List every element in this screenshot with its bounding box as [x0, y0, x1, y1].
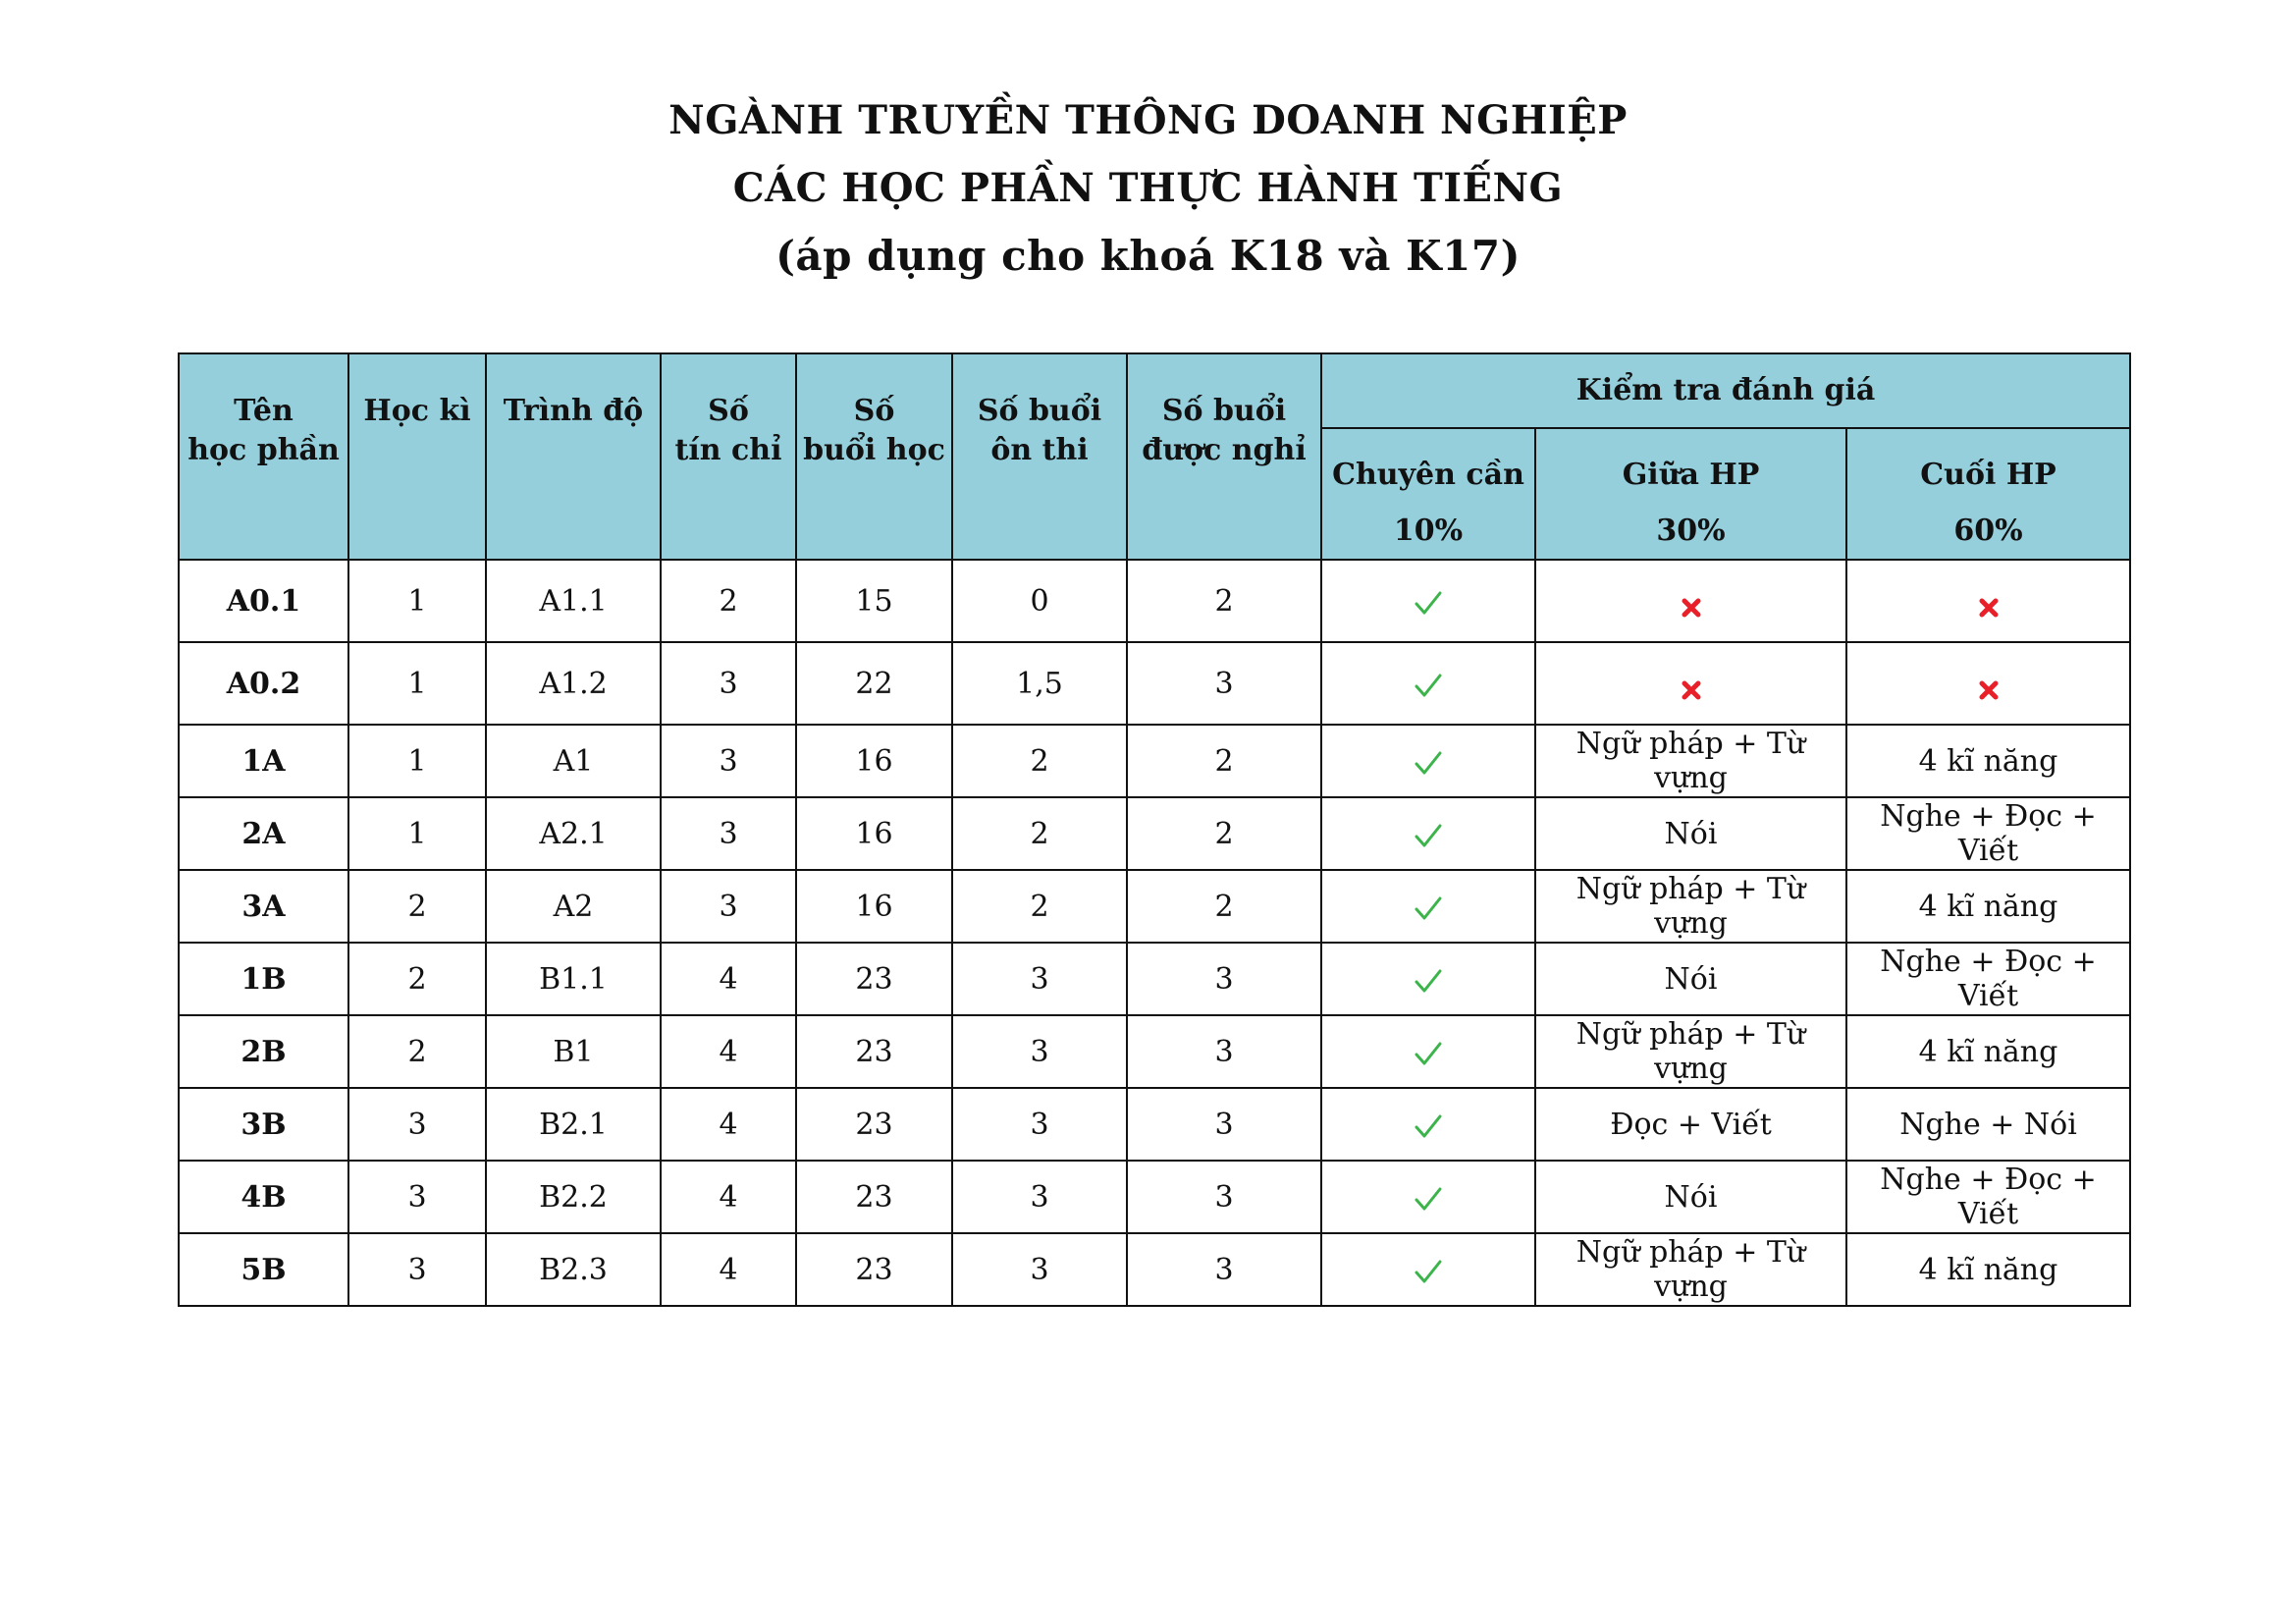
cell-giua-hp: Ngữ pháp + Từ vựng — [1535, 870, 1846, 943]
cell-duoc-nghi: 2 — [1127, 560, 1321, 642]
cell-duoc-nghi: 2 — [1127, 725, 1321, 797]
cell-hoc-ki: 3 — [348, 1233, 486, 1306]
cell-duoc-nghi: 3 — [1127, 1161, 1321, 1233]
cell-on-thi: 3 — [952, 1088, 1127, 1161]
check-icon — [1414, 588, 1443, 618]
cell-chuyen-can — [1321, 1233, 1535, 1306]
cell-cuoi-hp — [1846, 642, 2130, 725]
table-row — [179, 560, 2130, 642]
check-icon — [1414, 966, 1443, 996]
header-so-buoi-on-thi: Số buổi ôn thi — [952, 353, 1127, 560]
header-cuoi-hp: Cuối HP 60% — [1846, 428, 2130, 560]
cell-trinh-do: B2.2 — [486, 1161, 661, 1233]
cell-cuoi-hp: 4 kĩ năng — [1846, 1015, 2130, 1088]
cell-duoc-nghi: 2 — [1127, 797, 1321, 870]
cell-ten: 3A — [179, 870, 348, 943]
cell-on-thi: 2 — [952, 797, 1127, 870]
cell-trinh-do: B2.3 — [486, 1233, 661, 1306]
cell-tin-chi: 3 — [661, 725, 796, 797]
header-giua-hp: Giữa HP 30% — [1535, 428, 1846, 560]
cell-trinh-do: B1 — [486, 1015, 661, 1088]
cell-buoi-hoc: 23 — [796, 1233, 952, 1306]
cell-trinh-do: A1 — [486, 725, 661, 797]
cell-hoc-ki: 1 — [348, 725, 486, 797]
cell-giua-hp: Nói — [1535, 943, 1846, 1015]
cell-tin-chi: 2 — [661, 560, 796, 642]
cell-tin-chi: 4 — [661, 1233, 796, 1306]
cell-trinh-do: A1.2 — [486, 642, 661, 725]
check-icon — [1414, 1184, 1443, 1214]
cell-chuyen-can — [1321, 725, 1535, 797]
table-row — [179, 725, 2130, 797]
cell-buoi-hoc: 23 — [796, 1161, 952, 1233]
cell-chuyen-can — [1321, 1015, 1535, 1088]
cell-trinh-do: A2 — [486, 870, 661, 943]
cell-ten: A0.1 — [179, 560, 348, 642]
cell-ten: 1B — [179, 943, 348, 1015]
check-icon — [1414, 1111, 1443, 1141]
cell-giua-hp — [1535, 642, 1846, 725]
table-row — [179, 1161, 2130, 1233]
cell-cuoi-hp: 4 kĩ năng — [1846, 725, 2130, 797]
cell-tin-chi: 3 — [661, 797, 796, 870]
cell-on-thi: 2 — [952, 870, 1127, 943]
cell-buoi-hoc: 22 — [796, 642, 952, 725]
cell-hoc-ki: 1 — [348, 797, 486, 870]
page-title — [0, 86, 2296, 290]
cell-buoi-hoc: 16 — [796, 797, 952, 870]
cell-tin-chi: 3 — [661, 642, 796, 725]
cell-buoi-hoc: 23 — [796, 1015, 952, 1088]
cell-tin-chi: 4 — [661, 1015, 796, 1088]
title-line-3: (áp dụng cho khoá K18 và K17) — [775, 232, 1521, 280]
table-row — [179, 797, 2130, 870]
cell-ten: 2B — [179, 1015, 348, 1088]
cell-on-thi: 3 — [952, 1161, 1127, 1233]
cell-hoc-ki: 3 — [348, 1088, 486, 1161]
cell-trinh-do: A2.1 — [486, 797, 661, 870]
cross-icon — [1681, 675, 1702, 696]
cell-duoc-nghi: 2 — [1127, 870, 1321, 943]
header-ten-hoc-phan: Tên học phần — [179, 353, 348, 560]
cell-duoc-nghi: 3 — [1127, 1015, 1321, 1088]
cell-hoc-ki: 1 — [348, 642, 486, 725]
course-table — [178, 352, 2131, 1307]
cell-chuyen-can — [1321, 560, 1535, 642]
cell-on-thi: 0 — [952, 560, 1127, 642]
cell-ten: 4B — [179, 1161, 348, 1233]
table-row — [179, 1015, 2130, 1088]
cell-giua-hp: Đọc + Viết — [1535, 1088, 1846, 1161]
check-icon — [1414, 1257, 1443, 1286]
cell-giua-hp: Nói — [1535, 1161, 1846, 1233]
cell-cuoi-hp: Nghe + Đọc + Viết — [1846, 1161, 2130, 1233]
cell-tin-chi: 3 — [661, 870, 796, 943]
cell-chuyen-can — [1321, 1088, 1535, 1161]
header-chuyen-can: Chuyên cần 10% — [1321, 428, 1535, 560]
cross-icon — [1681, 592, 1702, 614]
check-icon — [1414, 671, 1443, 700]
cell-hoc-ki: 2 — [348, 1015, 486, 1088]
cell-tin-chi: 4 — [661, 1088, 796, 1161]
cell-cuoi-hp: Nghe + Đọc + Viết — [1846, 943, 2130, 1015]
cell-chuyen-can — [1321, 797, 1535, 870]
cell-cuoi-hp: Nghe + Đọc + Viết — [1846, 797, 2130, 870]
cell-hoc-ki: 2 — [348, 870, 486, 943]
cell-trinh-do: A1.1 — [486, 560, 661, 642]
cell-tin-chi: 4 — [661, 943, 796, 1015]
header-so-buoi-duoc-nghi: Số buổi được nghỉ — [1127, 353, 1321, 560]
cell-ten: 5B — [179, 1233, 348, 1306]
header-hoc-ki: Học kì — [348, 353, 486, 560]
check-icon — [1414, 821, 1443, 850]
table-body — [179, 560, 2130, 1306]
cell-cuoi-hp: 4 kĩ năng — [1846, 1233, 2130, 1306]
cross-icon — [1978, 675, 2000, 696]
cell-chuyen-can — [1321, 870, 1535, 943]
cell-hoc-ki: 3 — [348, 1161, 486, 1233]
cell-on-thi: 1,5 — [952, 642, 1127, 725]
cell-chuyen-can — [1321, 642, 1535, 725]
table-row — [179, 642, 2130, 725]
cell-giua-hp — [1535, 560, 1846, 642]
table-row — [179, 1088, 2130, 1161]
cell-giua-hp: Ngữ pháp + Từ vựng — [1535, 725, 1846, 797]
cell-cuoi-hp: 4 kĩ năng — [1846, 870, 2130, 943]
cell-hoc-ki: 2 — [348, 943, 486, 1015]
title-line-2: CÁC HỌC PHẦN THỰC HÀNH TIẾNG — [732, 165, 1564, 211]
header-trinh-do: Trình độ — [486, 353, 661, 560]
table-row — [179, 943, 2130, 1015]
cell-cuoi-hp: Nghe + Nói — [1846, 1088, 2130, 1161]
header-so-tin-chi: Số tín chỉ — [661, 353, 796, 560]
cell-ten: 1A — [179, 725, 348, 797]
cell-on-thi: 2 — [952, 725, 1127, 797]
cell-cuoi-hp — [1846, 560, 2130, 642]
cell-on-thi: 3 — [952, 1233, 1127, 1306]
cell-duoc-nghi: 3 — [1127, 943, 1321, 1015]
cell-duoc-nghi: 3 — [1127, 1088, 1321, 1161]
cross-icon — [1978, 592, 2000, 614]
cell-tin-chi: 4 — [661, 1161, 796, 1233]
header-kiem-tra-danh-gia: Kiểm tra đánh giá — [1321, 353, 2130, 428]
cell-buoi-hoc: 16 — [796, 725, 952, 797]
cell-chuyen-can — [1321, 1161, 1535, 1233]
check-icon — [1414, 1039, 1443, 1068]
check-icon — [1414, 748, 1443, 778]
cell-chuyen-can — [1321, 943, 1535, 1015]
cell-buoi-hoc: 16 — [796, 870, 952, 943]
cell-hoc-ki: 1 — [348, 560, 486, 642]
table-row — [179, 1233, 2130, 1306]
cell-trinh-do: B2.1 — [486, 1088, 661, 1161]
cell-trinh-do: B1.1 — [486, 943, 661, 1015]
title-line-1: NGÀNH TRUYỀN THÔNG DOANH NGHIỆP — [668, 97, 1628, 143]
cell-ten: 2A — [179, 797, 348, 870]
cell-ten: 3B — [179, 1088, 348, 1161]
cell-giua-hp: Nói — [1535, 797, 1846, 870]
cell-buoi-hoc: 23 — [796, 943, 952, 1015]
cell-on-thi: 3 — [952, 943, 1127, 1015]
header-so-buoi-hoc: Số buổi học — [796, 353, 952, 560]
table-row — [179, 870, 2130, 943]
cell-giua-hp: Ngữ pháp + Từ vựng — [1535, 1233, 1846, 1306]
cell-giua-hp: Ngữ pháp + Từ vựng — [1535, 1015, 1846, 1088]
cell-ten: A0.2 — [179, 642, 348, 725]
cell-buoi-hoc: 23 — [796, 1088, 952, 1161]
check-icon — [1414, 893, 1443, 923]
cell-buoi-hoc: 15 — [796, 560, 952, 642]
cell-duoc-nghi: 3 — [1127, 1233, 1321, 1306]
cell-duoc-nghi: 3 — [1127, 642, 1321, 725]
cell-on-thi: 3 — [952, 1015, 1127, 1088]
